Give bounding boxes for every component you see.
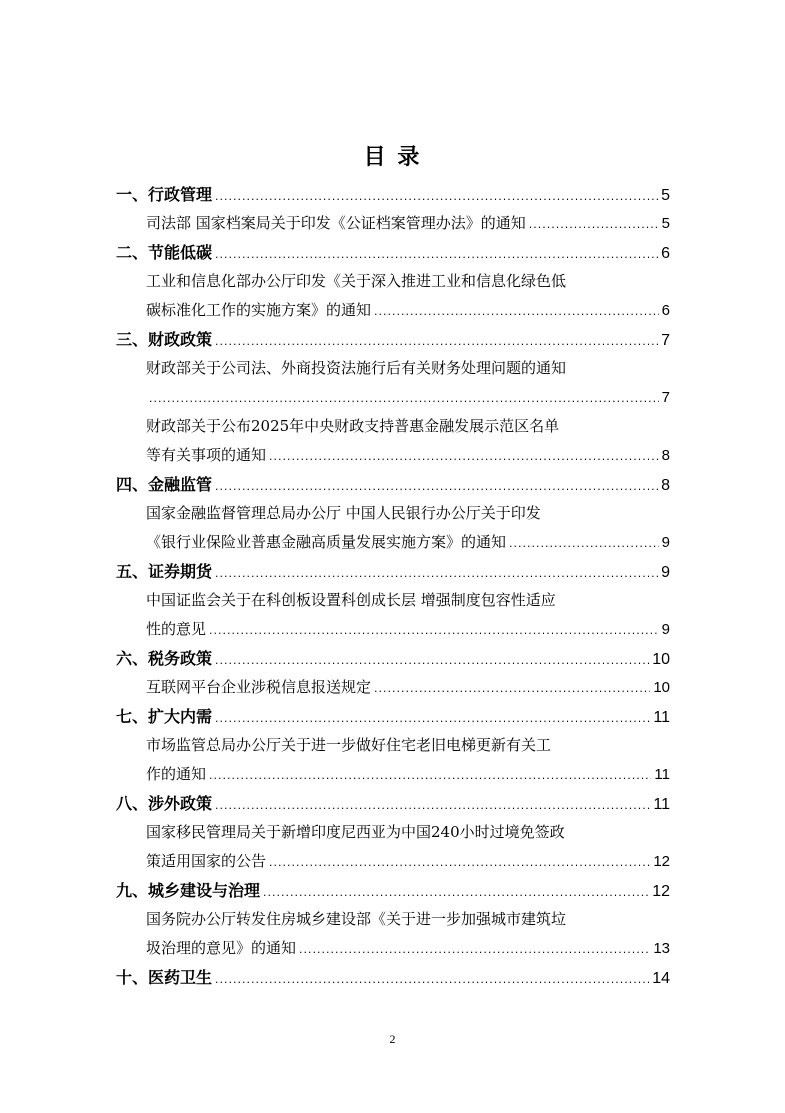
toc-page-number: 10 (652, 651, 670, 668)
dot-leader (209, 616, 659, 645)
toc-entry-first-line[interactable] (116, 818, 670, 847)
page-number: 2 (389, 1032, 396, 1046)
toc-page-number: 12 (653, 853, 670, 870)
toc-section[interactable] (116, 557, 670, 586)
toc-page-number: 9 (661, 534, 670, 551)
toc-page-number: 7 (661, 332, 670, 349)
toc-section-title: 八、涉外政策 (116, 794, 213, 813)
toc-page-number: 6 (661, 245, 670, 262)
toc-entry[interactable] (116, 673, 670, 702)
toc-entry-text: 策适用国家的公告 (146, 852, 267, 870)
toc-entry-text: 财政部关于公司法、外商投资法施行后有关财务处理问题的通知 (146, 359, 567, 377)
toc-entry-text: 碳标准化工作的实施方案》的通知 (146, 301, 372, 319)
toc-page-number: 10 (653, 679, 670, 696)
toc-entry-text: 财政部关于公布2025年中央财政支持普惠金融发展示范区名单 (146, 417, 560, 435)
toc-entry[interactable] (116, 615, 670, 644)
toc-page-number: 9 (661, 564, 670, 581)
dot-leader (374, 297, 659, 326)
table-of-contents (116, 180, 670, 992)
toc-section[interactable] (116, 470, 670, 499)
dot-leader (215, 327, 658, 356)
toc-section[interactable] (116, 963, 670, 992)
dot-leader (209, 761, 651, 790)
toc-page-number: 11 (653, 796, 670, 813)
toc-page-number: 13 (653, 940, 670, 957)
dot-leader (299, 935, 650, 964)
dot-leader (149, 384, 659, 413)
toc-page-number: 14 (652, 970, 670, 987)
toc-entry-text: 作的通知 (146, 765, 207, 783)
toc-entry[interactable] (116, 760, 670, 789)
dot-leader (215, 472, 658, 501)
toc-page-number: 5 (661, 187, 670, 204)
toc-section[interactable] (116, 789, 670, 818)
toc-section-title: 五、证券期货 (116, 562, 213, 581)
toc-entry-text: 中国证监会关于在科创板设置科创成长层 增强制度包容性适应 (146, 591, 556, 609)
toc-page-number: 6 (661, 302, 670, 319)
toc-entry-first-line[interactable] (116, 905, 670, 934)
toc-entry[interactable] (116, 441, 670, 470)
dot-leader (215, 704, 650, 733)
toc-entry[interactable] (116, 209, 670, 238)
dot-leader (215, 791, 650, 820)
toc-entry-text: 等有关事项的通知 (146, 446, 267, 464)
toc-entry-text: 市场监管总局办公厅关于进一步做好住宅老旧电梯更新有关工 (146, 736, 552, 754)
toc-page-number: 8 (661, 477, 670, 494)
toc-page-number: 5 (661, 215, 670, 232)
dot-leader (215, 646, 649, 675)
dot-leader (529, 210, 659, 239)
dot-leader (215, 182, 658, 211)
dot-leader (509, 529, 659, 558)
toc-entry-first-line[interactable] (116, 586, 670, 615)
toc-section[interactable] (116, 876, 670, 905)
dot-leader (269, 848, 650, 877)
toc-entry-text: 司法部 国家档案局关于印发《公证档案管理办法》的通知 (146, 214, 526, 232)
toc-section-title: 三、财政政策 (116, 330, 213, 349)
toc-section-title: 十、医药卫生 (116, 968, 213, 987)
toc-entry-first-line[interactable] (116, 731, 670, 760)
toc-entry-text: 性的意见 (146, 620, 207, 638)
toc-entry-first-line[interactable] (116, 499, 670, 528)
toc-entry-text: 工业和信息化部办公厅印发《关于深入推进工业和信息化绿色低 (146, 272, 567, 290)
toc-section-title: 四、金融监管 (116, 475, 213, 494)
toc-entry[interactable] (116, 934, 670, 963)
toc-section-title: 一、行政管理 (116, 185, 213, 204)
toc-entry-first-line[interactable] (116, 354, 670, 383)
toc-section-title: 九、城乡建设与治理 (116, 881, 261, 900)
toc-entry[interactable] (116, 847, 670, 876)
toc-section[interactable] (116, 644, 670, 673)
dot-leader (263, 878, 649, 907)
toc-section-title: 二、节能低碳 (116, 243, 213, 262)
dot-leader (215, 240, 658, 269)
toc-page-number: 11 (653, 709, 670, 726)
toc-section-title: 六、税务政策 (116, 649, 213, 668)
dot-leader (374, 674, 650, 703)
page-title: 目 录 (363, 145, 422, 170)
toc-entry[interactable] (116, 528, 670, 557)
toc-entry[interactable] (116, 383, 670, 412)
toc-section[interactable] (116, 325, 670, 354)
toc-entry[interactable] (116, 296, 670, 325)
toc-section[interactable] (116, 702, 670, 731)
toc-entry-first-line[interactable] (116, 267, 670, 296)
dot-leader (215, 965, 649, 994)
toc-entry-text: 《银行业保险业普惠金融高质量发展实施方案》的通知 (146, 533, 507, 551)
dot-leader (269, 442, 659, 471)
toc-page-number: 11 (654, 766, 670, 783)
toc-entry-text: 国家金融监督管理总局办公厅 中国人民银行办公厅关于印发 (146, 504, 541, 522)
toc-entry-text: 互联网平台企业涉税信息报送规定 (146, 678, 372, 696)
toc-page-number: 7 (661, 389, 670, 406)
toc-entry-text: 圾治理的意见》的通知 (146, 939, 297, 957)
toc-section-title: 七、扩大内需 (116, 707, 213, 726)
toc-section[interactable] (116, 180, 670, 209)
toc-entry-text: 国务院办公厅转发住房城乡建设部《关于进一步加强城市建筑垃 (146, 910, 567, 928)
toc-page-number: 9 (661, 621, 670, 638)
toc-section[interactable] (116, 238, 670, 267)
dot-leader (215, 559, 658, 588)
toc-entry-text: 国家移民管理局关于新增印度尼西亚为中国240小时过境免签政 (146, 823, 565, 841)
toc-page-number: 12 (652, 883, 670, 900)
toc-entry-first-line[interactable] (116, 412, 670, 441)
toc-page-number: 8 (661, 447, 670, 464)
